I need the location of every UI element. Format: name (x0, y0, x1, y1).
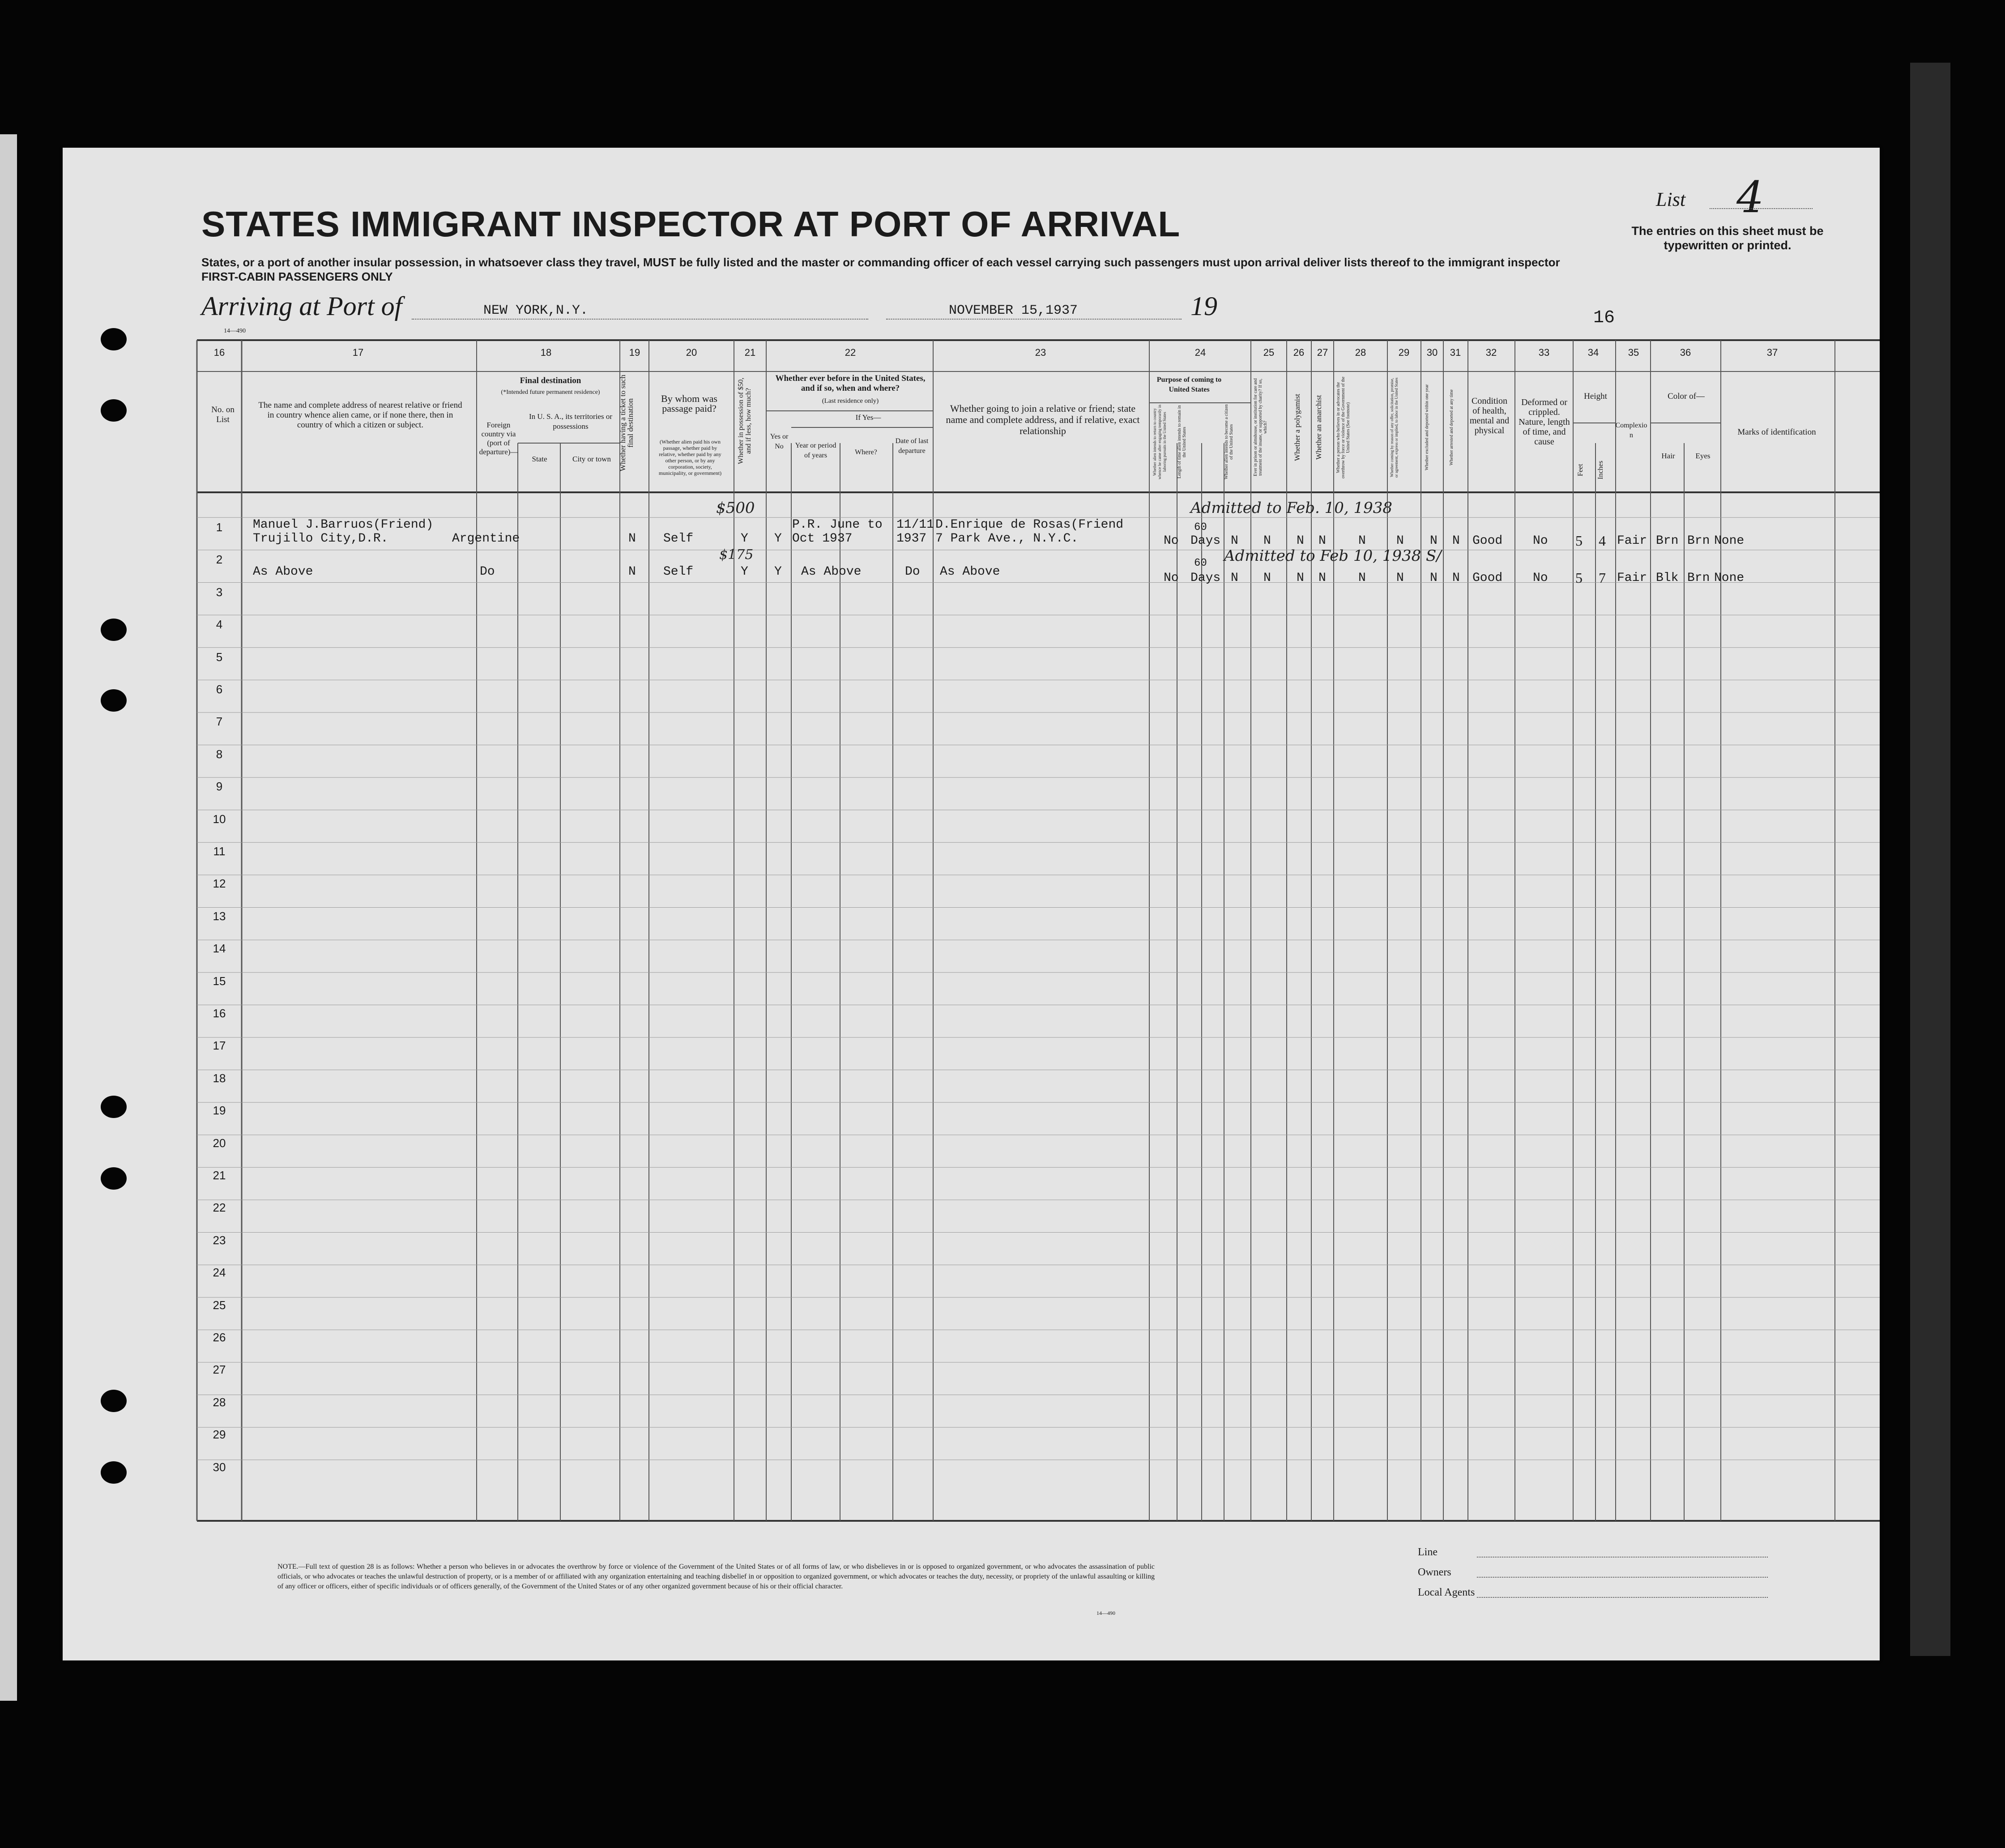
entry-2-hair: Blk (1656, 571, 1679, 585)
column-number: 16 (213, 347, 225, 358)
entry-1-paid-by: Self (663, 532, 694, 546)
row-number: 8 (216, 747, 223, 761)
row-number: 11 (213, 845, 226, 858)
entry-1-deformed: No (1533, 534, 1548, 548)
column-number: 36 (1680, 347, 1691, 358)
entry-1-return: No (1164, 534, 1179, 548)
form-title: STATES IMMIGRANT INSPECTOR AT PORT OF ARRIVAL (201, 204, 1181, 244)
entry-2-joining: As Above (940, 565, 1000, 579)
line-fill (1477, 1557, 1768, 1558)
entry-1-feet: 5 (1575, 533, 1583, 549)
entry-1-complexion: Fair (1617, 534, 1647, 548)
instruction-note: The entries on this sheet must be typewritten or printed. (1631, 224, 1824, 252)
row-number: 4 (216, 618, 223, 632)
owners-fill (1477, 1577, 1768, 1578)
header-period: Year or period of years (795, 442, 836, 459)
row-number: 26 (213, 1331, 226, 1344)
local-agents-label: Local Agents (1418, 1587, 1475, 1598)
entry-2-length-note: 60 (1194, 557, 1207, 569)
column-number: 33 (1538, 347, 1550, 358)
header-excluded: Whether excluded and deported within one year (1425, 384, 1429, 471)
entry-1-health: Good (1472, 534, 1503, 548)
header-final-destination-note: (*Intended future permanent residence) (501, 389, 600, 396)
entry-2-anarchist: N (1318, 571, 1326, 585)
column-number: 28 (1355, 347, 1366, 358)
entry-2-relative-name: As Above (253, 565, 313, 579)
column-number: 29 (1398, 347, 1410, 358)
entry-1-money: Y (741, 532, 748, 546)
entry-2-departure: Do (905, 565, 920, 579)
header-last-residence: (Last residence only) (822, 397, 879, 405)
row-number: 3 (216, 585, 223, 599)
header-deformed: Deformed or crippled. Nature, length of time, and cause (1519, 397, 1570, 447)
column-number: 24 (1194, 347, 1206, 358)
header-prison: Ever in prison or almshouse, or institution for care and treatment of the insane, or supported by charity? If so, which? (1253, 378, 1268, 477)
column-number: 31 (1450, 347, 1461, 358)
column-number: 19 (629, 347, 640, 358)
entry-2-paid-by: Self (663, 565, 694, 579)
header-health: Condition of health, mental and physical (1469, 396, 1510, 435)
row-number: 9 (216, 780, 223, 794)
header-money: Whether in possession of $50, and if less, how much? (737, 377, 752, 464)
entry-2-length: Days (1190, 571, 1221, 585)
header-passage-paid: By whom was passage paid? (661, 393, 717, 414)
entry-2-money: Y (741, 565, 748, 579)
entry-1-departure-year: 1937 (896, 532, 927, 546)
row-number: 19 (213, 1104, 226, 1118)
row-number: 25 (213, 1298, 226, 1312)
column-number: 21 (744, 347, 756, 358)
footer-form-code: 14—490 (1096, 1610, 1115, 1616)
row-number: 14 (213, 942, 226, 956)
subtitle-line: States, or a port of another insular possession, in whatsoever class they travel, MUST be fully listed and the master or commanding officer of each vessel carrying such passengers must upon arrival deliver lists thereof to the immigrant inspector (201, 256, 1560, 269)
footnote-question-28: NOTE.—Full text of question 28 is as follows: Whether a person who believes in or advocates the overthrow by force or violence of the Government of the United States or of all forms of law, or who disbelieves in or is opposed to organized government, or who advocates the assassination of public officials, or who advocates or teaches the unlawful destruction of property, or is a member of or affiliated with any organization entertaining and teaching disbelief in or opposition to organized government, or which advocates or teaches the duty, necessity, or propriety of the unlawful assaulting or killing of any officer or officers, either of specific individuals or of officers generally, of the Government of the United States or of any other organized government because of his or their official character. (277, 1563, 1155, 1590)
header-list-number: No. on List (211, 405, 235, 424)
header-polygamist: Whether a polygamist (1293, 393, 1301, 461)
entry-1-hair: Brn (1656, 534, 1679, 548)
column-number: 37 (1766, 347, 1778, 358)
entry-1-relative-name: Manuel J.Barruos(Friend) (253, 518, 434, 532)
header-purpose: Purpose of coming to United States (1156, 376, 1222, 393)
header-foreign-country: Foreign country via (port of departure)— (479, 421, 518, 456)
entry-1-been-before: Y (774, 532, 782, 546)
header-where: Where? (855, 448, 877, 456)
entry-1-money-note: $500 (716, 499, 755, 517)
arrival-date: NOVEMBER 15,1937 (949, 303, 1078, 318)
entry-2-citizen: N (1231, 571, 1238, 585)
header-deported: Whether arrested and deported at any time (1449, 389, 1454, 465)
entry-1-inches: 4 (1599, 533, 1606, 549)
column-number: 30 (1426, 347, 1438, 358)
entry-2-admission-note: Admitted to Feb 10, 1938 S/ (1224, 547, 1442, 565)
local-agents-fill (1477, 1597, 1768, 1598)
column-number: 34 (1587, 347, 1599, 358)
row-number: 21 (213, 1169, 226, 1182)
row-number: 2 (216, 553, 223, 567)
header-nearest-relative: The name and complete address of nearest relative or friend in country whence alien came, or if none there, then in country of which a citizen or subject. (258, 401, 462, 430)
row-number: 5 (216, 650, 223, 664)
header-joining: Whether going to join a relative or friend; state name and complete address, and if relative, exact relationship (946, 403, 1140, 436)
header-been-before: Whether ever before in the United States, and if so, when and where? (775, 374, 926, 393)
entry-2-ticket: N (628, 565, 636, 579)
header-become-citizen: Whether alien intends to become a citizen of the United States (1224, 404, 1234, 480)
entry-1-departure: 11/11 (896, 518, 934, 532)
entry-2-money-note: $175 (719, 547, 754, 563)
entry-2-health: Good (1472, 571, 1503, 585)
column-number: 26 (1293, 347, 1305, 358)
entry-1-prison: N (1263, 534, 1271, 548)
header-hair: Hair (1661, 452, 1675, 460)
column-number: 17 (352, 347, 364, 358)
row-number: 10 (213, 812, 226, 826)
sheet-number: 16 (1593, 308, 1615, 328)
row-number: 13 (213, 909, 226, 923)
list-number: 4 (1736, 172, 1764, 222)
column-number: 32 (1485, 347, 1497, 358)
header-labor-offer: Whether coming by reason of any offer, solicitation, promise, or agreement, express or implied, to labor in the United States (1390, 377, 1399, 478)
header-departure-date: Date of last departure (895, 437, 929, 455)
row-number: 30 (213, 1460, 226, 1474)
entry-1-period-where: P.R. June to (792, 518, 883, 532)
entry-1-citizen: N (1231, 534, 1238, 548)
entry-1-q28: N (1358, 534, 1366, 548)
header-anarchist: Whether an anarchist (1314, 395, 1323, 460)
row-number: 22 (213, 1201, 226, 1215)
entry-1-admission-note: Admitted to Feb. 10, 1938 (1190, 499, 1393, 517)
row-number: 17 (213, 1039, 226, 1053)
entry-2-deformed: No (1533, 571, 1548, 585)
column-number: 25 (1263, 347, 1275, 358)
header-length-stay: Length of time alien intends to remain in the United States (1177, 405, 1187, 479)
header-height: Height (1584, 392, 1607, 401)
header-feet: Feet (1577, 464, 1584, 476)
row-number: 29 (213, 1428, 226, 1442)
entry-2-been-before: Y (774, 565, 782, 579)
header-final-destination: Final destination (520, 376, 581, 385)
column-number: 35 (1628, 347, 1639, 358)
entry-1-foreign-country: Argentine (452, 532, 520, 546)
entry-2-q28: N (1358, 571, 1366, 585)
header-usa: In U. S. A., its territories or possessions (529, 412, 613, 431)
row-number: 12 (213, 877, 226, 891)
row-number: 7 (216, 715, 223, 729)
owners-label: Owners (1418, 1566, 1451, 1578)
entry-1-marks: None (1714, 534, 1745, 548)
header-yes-no: Yes or No (770, 433, 789, 450)
row-number: 18 (213, 1071, 226, 1085)
entry-2-q30: N (1430, 571, 1438, 585)
row-number: 20 (213, 1136, 226, 1150)
row-number: 16 (213, 1007, 226, 1020)
entry-2-prison: N (1263, 571, 1271, 585)
column-number: 22 (845, 347, 856, 358)
year-prefix: 19 (1190, 291, 1217, 321)
entry-1-joining-name: D.Enrique de Rosas(Friend (935, 518, 1124, 532)
row-number: 24 (213, 1266, 226, 1280)
header-question-28: Whether a person who believes in or advocates the overthrow by force or violence of the Government of the United States (See footnote) (1336, 376, 1351, 478)
entry-1-joining-address: 7 Park Ave., N.Y.C. (935, 532, 1079, 546)
entry-1-q29: N (1396, 534, 1404, 548)
entry-1-polygamist: N (1297, 534, 1304, 548)
entry-2-polygamist: N (1297, 571, 1304, 585)
entry-1-q31: N (1452, 534, 1460, 548)
entry-1-q30: N (1430, 534, 1438, 548)
header-color: Color of— (1668, 392, 1705, 401)
header-inches: Inches (1597, 461, 1604, 479)
entry-1-anarchist: N (1318, 534, 1326, 548)
entry-1-length-note: 60 (1194, 521, 1207, 533)
entry-2-eyes: Brn (1687, 571, 1710, 585)
entry-2-return: No (1164, 571, 1179, 585)
header-intends-return: Whether alien intends to return to country whence he came after engaging temporarily in laboring pursuits in the United States (1152, 405, 1167, 479)
list-label: List (1656, 188, 1686, 210)
entry-1-period: Oct 1937 (792, 532, 853, 546)
entry-1-relative-address: Trujillo City,D.R. (253, 532, 388, 546)
header-state: State (532, 455, 547, 463)
entry-2-q29: N (1396, 571, 1404, 585)
row-number: 27 (213, 1363, 226, 1377)
entry-1-ticket: N (628, 532, 636, 546)
entry-2-complexion: Fair (1617, 571, 1647, 585)
row-number: 6 (216, 683, 223, 696)
arrival-port: NEW YORK,N.Y. (483, 303, 589, 318)
entry-2-marks: None (1714, 571, 1745, 585)
row-number: 23 (213, 1233, 226, 1247)
header-city: City or town (572, 455, 611, 463)
header-passage-note: (Whether alien paid his own passage, whether paid by relative, whether paid by any other person, or by any corporation, society, municipality, or government) (658, 439, 722, 476)
subtitle-line: FIRST-CABIN PASSENGERS ONLY (201, 270, 393, 283)
header-eyes: Eyes (1695, 452, 1711, 460)
form-code: 14—490 (224, 328, 246, 334)
entry-2-foreign-country: Do (480, 565, 495, 579)
row-number: 28 (213, 1395, 226, 1409)
column-number: 18 (540, 347, 552, 358)
entry-2-period: As Above (801, 565, 862, 579)
header-complexion: Complexion (1615, 422, 1647, 439)
arriving-port-label: Arriving at Port of (201, 291, 402, 321)
column-number: 27 (1317, 347, 1328, 358)
header-marks: Marks of identification (1737, 427, 1816, 437)
column-number: 23 (1035, 347, 1046, 358)
entry-2-feet: 5 (1575, 570, 1583, 586)
line-label: Line (1418, 1546, 1438, 1558)
entry-1-length: Days (1190, 534, 1221, 548)
entry-2-q31: N (1452, 571, 1460, 585)
column-number: 20 (686, 347, 697, 358)
header-ticket: Whether having a ticket to such final destination (619, 375, 635, 471)
header-if-yes: If Yes— (855, 413, 881, 422)
row-number: 15 (213, 974, 226, 988)
row-number: 1 (216, 521, 223, 534)
entry-2-inches: 7 (1599, 570, 1606, 586)
entry-1-eyes: Brn (1687, 534, 1710, 548)
